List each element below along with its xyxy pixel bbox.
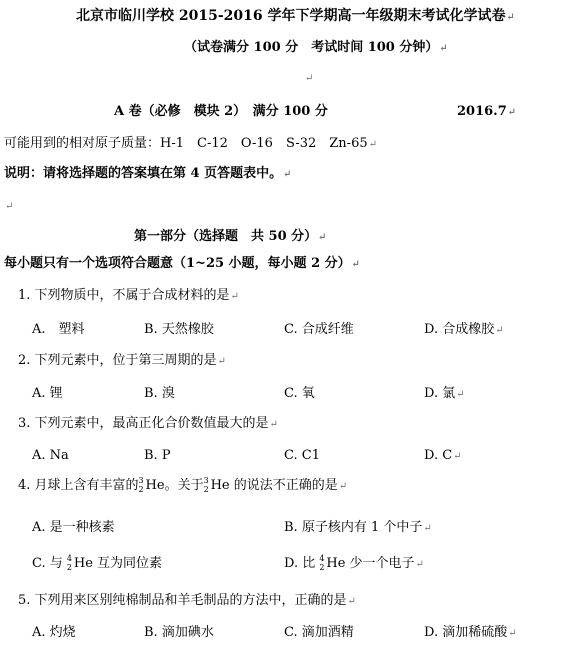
instructions-note: 说明：请将选择题的答案填在第 4 页答题表中。↵ [4, 166, 292, 181]
q1-option-a[interactable]: A. 塑料 [32, 322, 85, 337]
q3-option-a[interactable]: A. Na [32, 448, 69, 463]
q4-option-c[interactable]: C. 与 4 2 He 互为同位素 [32, 553, 163, 572]
exam-title: 北京市临川学校 2015-2016 学年下学期高一年级期末考试化学试卷↵ [76, 8, 515, 24]
q1-option-b[interactable]: B. 天然橡胶 [144, 322, 214, 337]
q5-option-c[interactable]: C. 滴加酒精 [284, 625, 354, 640]
question-2-stem: 2. 下列元素中，位于第三周期的是↵ [18, 353, 226, 368]
return-mark: ↵ [506, 12, 515, 23]
question-1-stem: 1. 下列物质中，不属于合成材料的是↵ [18, 288, 239, 303]
q1-option-d[interactable]: D. 合成橡胶↵ [424, 322, 504, 337]
atomic-masses: 可能用到的相对原子质量：H-1 C-12 O-16 S-32 Zn-65↵ [4, 136, 377, 151]
q4-option-a[interactable]: A. 是一种核素 [32, 520, 115, 535]
question-5-stem: 5. 下列用来区别纯棉制品和羊毛制品的方法中，正确的是↵ [18, 593, 356, 608]
part1-instruction: 每小题只有一个选项符合题意（1~25 小题，每小题 2 分）↵ [4, 256, 361, 271]
q2-option-b[interactable]: B. 溴 [144, 386, 175, 401]
question-3-stem: 3. 下列元素中，最高正化合价数值最大的是↵ [18, 416, 278, 431]
exam-subtitle: （试卷满分 100 分 考试时间 100 分钟）↵ [184, 40, 448, 55]
blank-line-2: ↵ [5, 201, 14, 212]
q1-option-c[interactable]: C. 合成纤维 [284, 322, 354, 337]
question-4-stem: 4. 月球上含有丰富的 3 2 He。关于 3 2 He 的说法不正确的是↵ [18, 475, 348, 494]
exam-date: 2016.7↵ [457, 104, 517, 119]
q2-option-c[interactable]: C. 氧 [284, 386, 315, 401]
q4-option-b[interactable]: B. 原子核内有 1 个中子↵ [284, 520, 432, 535]
part1-title: 第一部分（选择题 共 50 分）↵ [134, 229, 327, 244]
q4-option-d[interactable]: D. 比 4 2 He 少一个电子↵ [284, 553, 424, 572]
blank-line: ↵ [305, 73, 314, 84]
q2-option-a[interactable]: A. 锂 [32, 386, 63, 401]
nuclide-notation: 3 2 [138, 475, 144, 494]
q5-option-a[interactable]: A. 灼烧 [32, 625, 76, 640]
nuclide-notation-2: 3 2 [203, 475, 209, 494]
q3-option-c[interactable]: C. C1 [284, 448, 320, 463]
q2-option-d[interactable]: D. 氯↵ [424, 386, 465, 401]
q5-option-b[interactable]: B. 滴加碘水 [144, 625, 214, 640]
q5-option-d[interactable]: D. 滴加稀硫酸↵ [424, 625, 517, 640]
section-a-heading: A 卷（必修 模块 2） 满分 100 分 [114, 104, 328, 119]
q3-option-b[interactable]: B. P [144, 448, 171, 463]
q3-option-d[interactable]: D. C↵ [424, 448, 462, 463]
